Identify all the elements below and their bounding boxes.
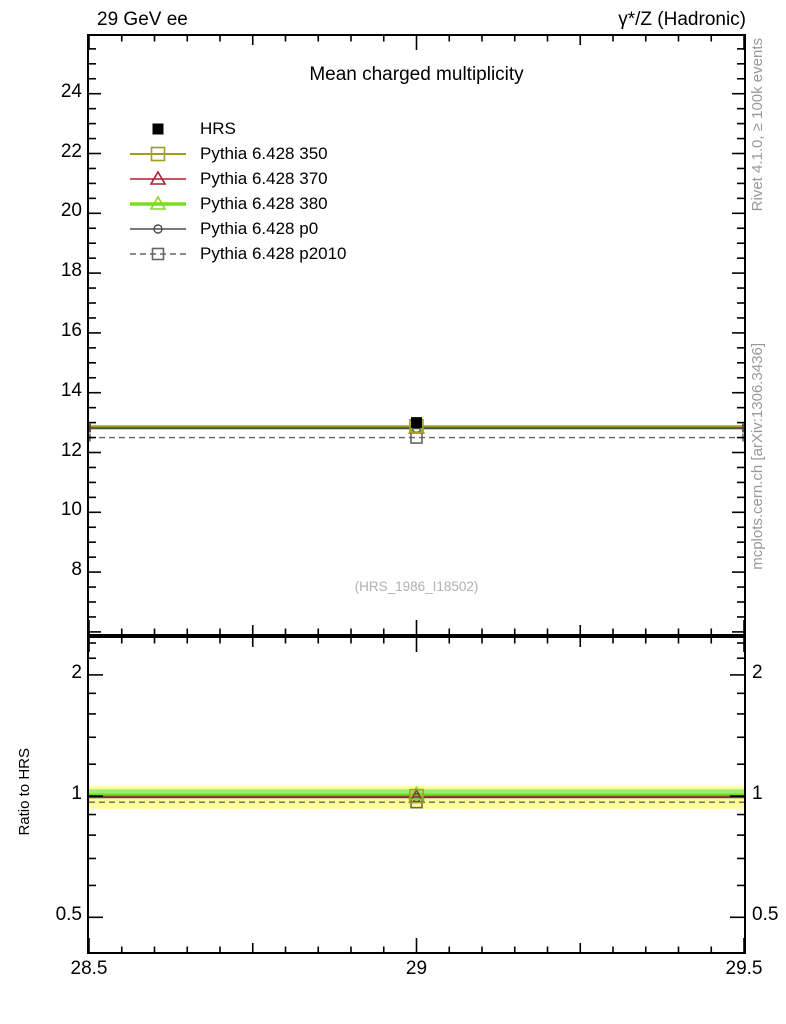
y-tick-label: 8: [71, 559, 82, 581]
ratio-y-tick-label-right: 2: [752, 661, 763, 683]
open-triangle-line-marker-icon: [130, 169, 186, 189]
legend-label-hrs: HRS: [200, 118, 236, 138]
legend-item-hrs: [130, 116, 347, 141]
mcplots-citation-note: mcplots.cern.ch [arXiv:1306.3436]: [749, 343, 766, 570]
ratio-y-tick-label: 1: [71, 783, 82, 805]
beam-energy-label: 29 GeV ee: [97, 9, 188, 30]
plot-title: Mean charged multiplicity: [309, 64, 524, 85]
y-tick-label: 12: [60, 439, 82, 461]
y-tick-label: 14: [60, 379, 82, 401]
ratio-plot-panel: [87, 636, 746, 954]
ratio-y-tick-label: 0.5: [55, 904, 82, 926]
y-tick-label: 22: [60, 140, 82, 162]
ratio-y-tick-label-right: 1: [752, 783, 763, 805]
open-square-dashed-line-marker-icon: [130, 244, 186, 264]
y-tick-label: 10: [60, 499, 82, 521]
legend-item-pythia-380: [130, 191, 347, 216]
legend-label-pythia-p0: Pythia 6.428 p0: [200, 218, 319, 238]
y-tick-label: 24: [60, 80, 82, 102]
y-tick-label: 18: [60, 260, 82, 282]
ratio-y-tick-label-right: 0.5: [752, 904, 779, 926]
y-tick-label: 20: [60, 200, 82, 222]
legend-item-pythia-p2010: [130, 241, 347, 266]
open-square-line-marker-icon: [130, 144, 186, 164]
legend-label-pythia-380: Pythia 6.428 380: [200, 193, 328, 213]
legend-item-pythia-350: [130, 141, 347, 166]
open-circle-line-marker-icon: [130, 219, 186, 239]
legend-item-pythia-p0: [130, 216, 347, 241]
y-tick-label: 16: [60, 319, 82, 341]
process-label: γ*/Z (Hadronic): [618, 9, 746, 30]
x-tick-label: 29.5: [725, 958, 763, 979]
rivet-version-note: Rivet 4.1.0, ≥ 100k events: [749, 38, 766, 212]
ratio-axis-label: Ratio to HRS: [16, 748, 33, 836]
legend-label-pythia-370: Pythia 6.428 370: [200, 168, 328, 188]
legend: [130, 116, 347, 266]
legend-item-pythia-370: [130, 166, 347, 191]
ratio-y-tick-label: 2: [71, 661, 82, 683]
open-triangle-line-marker-icon: [130, 194, 186, 214]
ratio-plot-canvas: [89, 638, 744, 952]
filled-square-marker-icon: [130, 119, 186, 139]
legend-label-pythia-350: Pythia 6.428 350: [200, 143, 328, 163]
x-tick-label: 28.5: [70, 958, 108, 979]
x-tick-label: 29: [405, 958, 428, 979]
analysis-watermark: (HRS_1986_I18502): [354, 579, 479, 594]
legend-label-pythia-p2010: Pythia 6.428 p2010: [200, 243, 347, 263]
